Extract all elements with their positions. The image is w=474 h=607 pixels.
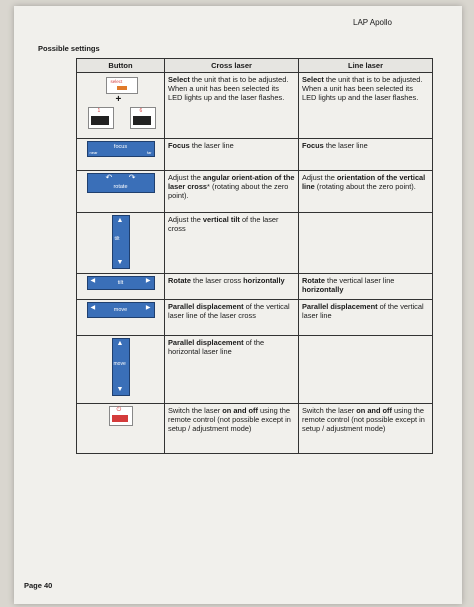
cross-laser-desc: Rotate the laser cross horizontally [165, 274, 299, 300]
col-header-line-laser: Line laser [299, 59, 433, 73]
plus-label: + [115, 94, 122, 106]
unit-1-label: 1 [97, 108, 101, 115]
line-laser-desc [299, 213, 433, 274]
line-laser-desc: Rotate the vertical laser line horizontally [299, 274, 433, 300]
col-header-cross-laser: Cross laser [165, 59, 299, 73]
select-button-label: select [110, 79, 123, 85]
settings-table [76, 58, 433, 454]
unit-1-button [88, 107, 114, 129]
near-label: near [89, 150, 98, 156]
button-cell-tilt-horizontal [77, 274, 165, 300]
table-row [77, 336, 433, 404]
cross-laser-desc: Focus the laser line [165, 139, 299, 171]
rotate-button [87, 173, 155, 193]
button-cell-select [77, 73, 165, 139]
table-row [77, 73, 433, 139]
move-label: move [113, 307, 128, 314]
far-label: far [146, 150, 152, 156]
move-vertical-button [112, 338, 130, 396]
unit-6-button [130, 107, 156, 129]
col-header-button: Button [77, 59, 165, 73]
button-cell-tilt-vertical [77, 213, 165, 274]
button-cell-focus [77, 139, 165, 171]
tilt-label: tilt [114, 236, 120, 243]
line-laser-desc: Switch the laser on and off using the remote control (not possible except in setup / adjustment mode) [299, 404, 433, 454]
button-cell-move-horizontal [77, 300, 165, 336]
rotate-label: rotate [113, 184, 128, 191]
unit-6-label: 6 [139, 108, 143, 115]
button-cell-move-vertical [77, 336, 165, 404]
arrow-up-icon: ▲ [116, 217, 124, 225]
button-cell-rotate [77, 171, 165, 213]
rotate-arrow-icon: ↷ [128, 173, 136, 183]
table-row [77, 274, 433, 300]
focus-button [87, 141, 155, 157]
table-row [77, 171, 433, 213]
line-laser-desc [299, 336, 433, 404]
arrow-left-icon: ◀ [90, 278, 96, 285]
line-laser-desc: Select the unit that is to be adjusted. When a unit has been selected its LED lights up and the laser flashes. [299, 73, 433, 139]
cross-laser-desc: Select the unit that is to be adjusted. When a unit has been selected its LED lights up and the laser flashes. [165, 73, 299, 139]
focus-label: focus [113, 144, 128, 151]
arrow-left-icon: ◀ [90, 305, 96, 312]
line-laser-desc: Focus the laser line [299, 139, 433, 171]
arrow-down-icon: ▼ [116, 258, 124, 266]
table-row [77, 300, 433, 336]
cross-laser-desc: Switch the laser on and off using the remote control (not possible except in setup / adjustment mode) [165, 404, 299, 454]
cross-laser-desc: Parallel displacement of the horizontal laser line [165, 336, 299, 404]
cross-laser-desc: Parallel displacement of the vertical laser line of the laser cross [165, 300, 299, 336]
power-icon: ⏻ [116, 407, 122, 414]
arrow-up-icon: ▲ [116, 340, 124, 348]
tilt-vertical-button [112, 215, 130, 269]
power-button [109, 406, 133, 426]
arrow-right-icon: ▶ [145, 305, 151, 312]
section-title: Possible settings [38, 44, 100, 53]
line-laser-desc: Parallel displacement of the vertical laser line [299, 300, 433, 336]
table-row [77, 404, 433, 454]
table-row [77, 139, 433, 171]
button-cell-power [77, 404, 165, 454]
tilt-label: tilt [117, 280, 124, 287]
arrow-right-icon: ▶ [145, 278, 151, 285]
move-horizontal-button [87, 302, 155, 318]
move-label: move [113, 361, 126, 368]
table-header-row [77, 59, 433, 73]
tilt-horizontal-button [87, 276, 155, 290]
manual-page [14, 6, 462, 604]
cross-laser-desc: Adjust the angular orient-ation of the laser cross* (rotating about the zero point). [165, 171, 299, 213]
cross-laser-desc: Adjust the vertical tilt of the laser cross [165, 213, 299, 274]
page-number: Page 40 [24, 581, 53, 590]
line-laser-desc: Adjust the orientation of the vertical line (rotating about the zero point). [299, 171, 433, 213]
table-row [77, 213, 433, 274]
document-header-title: LAP Apollo [353, 18, 392, 27]
arrow-down-icon: ▼ [116, 385, 124, 393]
select-button [106, 77, 138, 94]
rotate-arrow-icon: ↶ [105, 173, 113, 183]
